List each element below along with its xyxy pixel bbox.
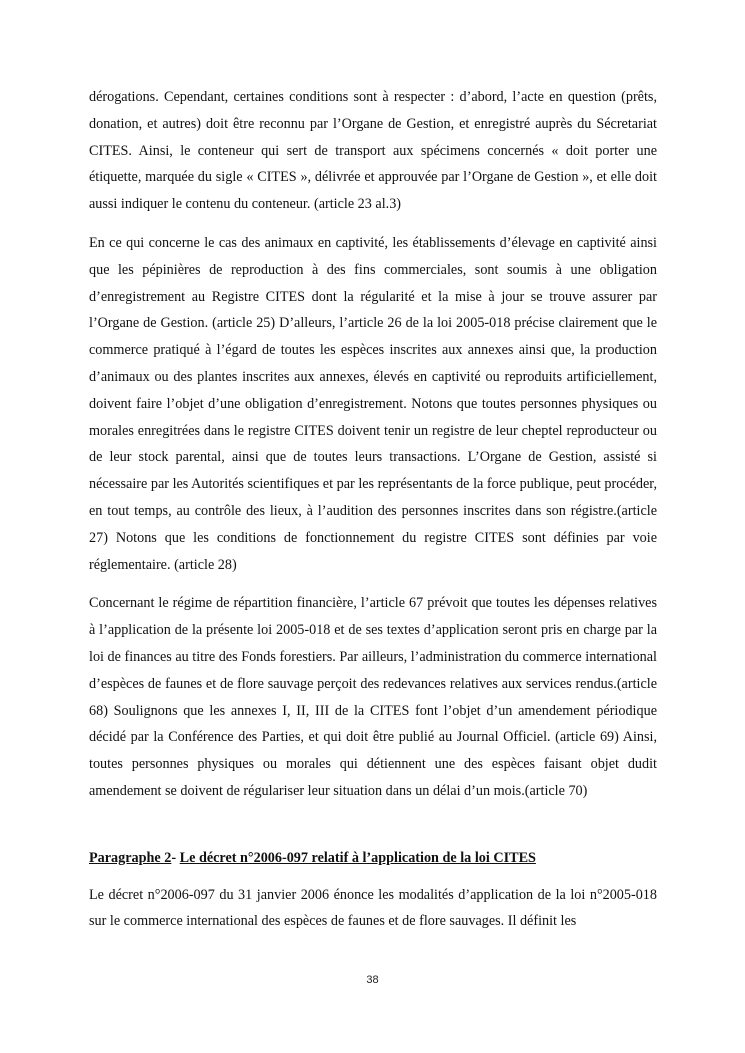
- document-page: [89, 84, 657, 947]
- section-heading-title: Le décret n°2006-097 relatif à l’application de la loi CITES: [179, 849, 536, 866]
- section-heading: [89, 845, 657, 872]
- paragraph-captivite: En ce qui concerne le cas des animaux en captivité, les établissements d’élevage en captivité ainsi que les pépinières de reproduction à des fins commerciales, sont soumis à une obligation d’enregistrement au Registre CITES dont la régularité et la mise à jour se trouve assurer par l’Organe de Gestion. (article 25) D’alleurs, l’article 26 de la loi 2005-018 précise clairement que le commerce pratiqué à l’égard de toutes les espèces inscrites aux annexes ainsi que, la production d’animaux ou des plantes inscrites aux annexes, élevés en captivité ou reproduits artificiellement, doivent faire l’objet d’une obligation d’enregistrement. Notons que toutes personnes physiques ou morales enregitrées dans le registre CITES doivent tenir un registre de leur cheptel reproducteur ou de leur stock parental, ainsi que de toutes leurs transactions. L’Organe de Gestion, assisté si nécessaire par les Autorités scientifiques et par les représentants de la force publique, peut procéder, en tout temps, au contrôle des lieux, à l’audition des personnes inscrites dans son régistre.(article 27) Notons que les conditions de fonctionnement du registre CITES sont définies par voie réglementaire. (article 28): [89, 234, 657, 573]
- section-heading-separator: -: [171, 849, 177, 866]
- paragraph-derogations: dérogations. Cependant, certaines conditions sont à respecter : d’abord, l’acte en question (prêts, donation, et autres) doit être reconnu par l’Organe de Gestion, et enregistré auprès du Sécretariat CITES. Ainsi, le conteneur qui sert de transport aux spécimens concernés « doit porter une étiquette, marquée du sigle « CITES », délivrée et approuvée par l’Organe de Gestion », et elle doit aussi indiquer le contenu du conteneur. (article 23 al.3): [89, 89, 657, 213]
- section-heading-label: Paragraphe 2: [89, 849, 172, 866]
- paragraph-repartition-financiere: Concernant le régime de répartition financière, l’article 67 prévoit que toutes les dépenses relatives à l’application de la présente loi 2005-018 et de ses textes d’application seront pris en charge par la loi de finances au titre des Fonds forestiers. Par ailleurs, l’administration du commerce international d’espèces de faunes et de flore sauvage perçoit des redevances relatives aux services rendus.(article 68) Soulignons que les annexes I, II, III de la CITES font l’objet d’un amendement périodique décidé par la Conférence des Parties, et qui doit être publié au Journal Officiel. (article 69) Ainsi, toutes personnes physiques ou morales qui détiennent une des espèces faisant objet dudit amendement se doivent de régulariser leur situation dans un délai d’un mois.(article 70): [89, 595, 657, 799]
- page-number: 38: [366, 974, 379, 986]
- paragraph-decret: Le décret n°2006-097 du 31 janvier 2006 énonce les modalités d’application de la loi n°2005-018 sur le commerce international des espèces de faunes et de flore sauvages. Il définit les: [89, 886, 657, 930]
